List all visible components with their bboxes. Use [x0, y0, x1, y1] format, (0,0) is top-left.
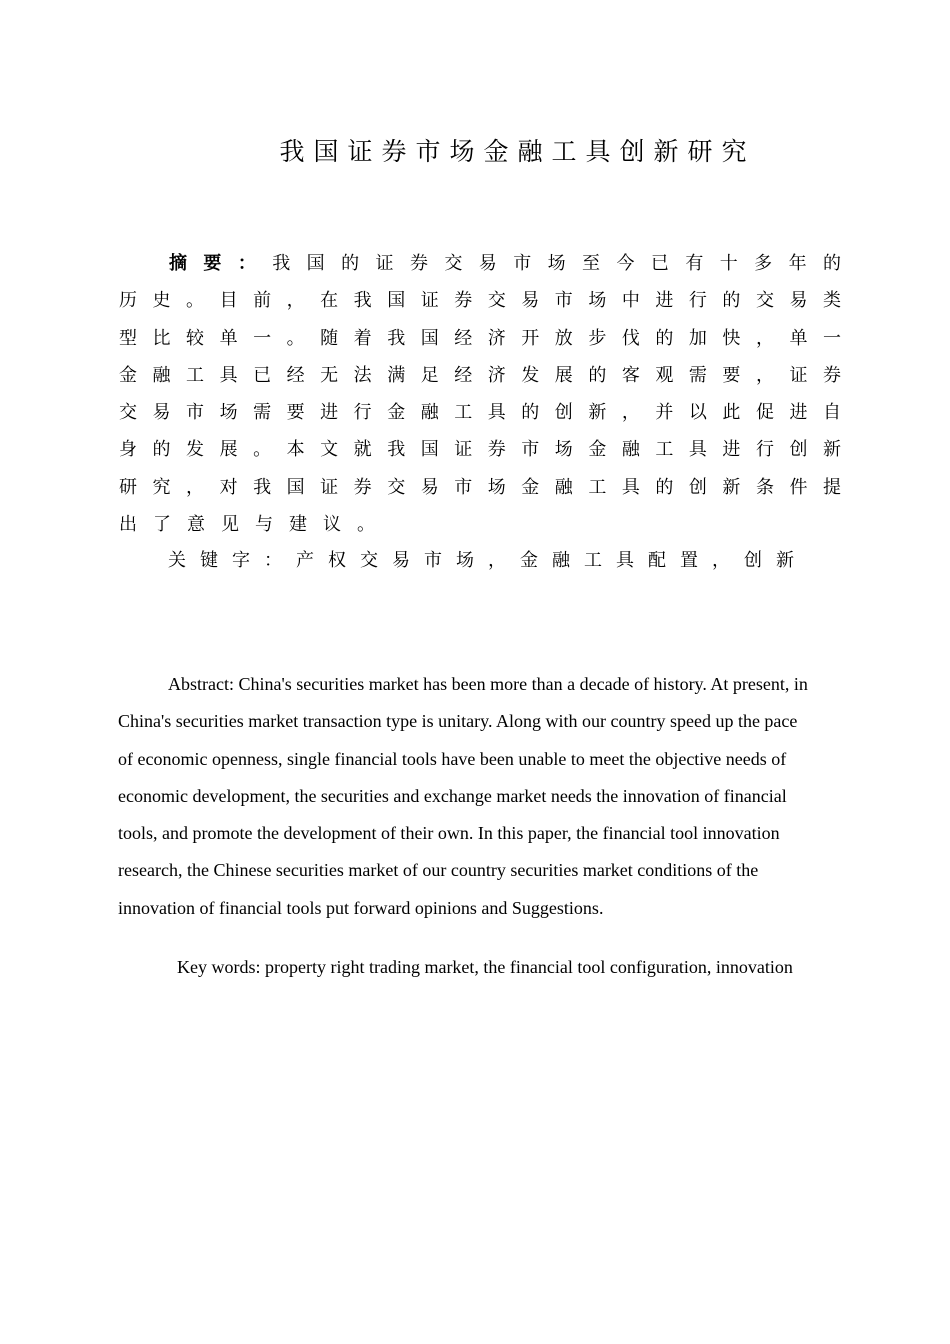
chinese-keywords: 关键字：产权交易市场，金融工具配置，创新 — [168, 550, 808, 571]
chinese-abstract-line: 交易市场需要进行金融工具的创新，并以此促进自 — [119, 402, 841, 424]
english-abstract-line: of economic openness, single financial tools have been unable to meet the objective needs of — [118, 748, 787, 769]
chinese-abstract-line: 型比较单一。随着我国经济开放步伐的加快，单一 — [119, 327, 841, 349]
english-abstract-line: research, the Chinese securities market of our country securities market conditions of the — [118, 860, 759, 881]
chinese-abstract — [119, 245, 841, 543]
chinese-abstract-line: 金融工具已经无法满足经济发展的客观需要，证券 — [119, 364, 841, 386]
document-title: 我国证券市场金融工具创新研究 — [279, 137, 756, 166]
english-abstract — [118, 666, 853, 927]
english-abstract-line: China's securities market transaction type is unitary. Along with our country speed up the pace — [118, 711, 798, 732]
english-abstract-line: innovation of financial tools put forward opinions and Suggestions. — [118, 897, 604, 918]
chinese-abstract-line — [119, 245, 841, 282]
chinese-abstract-line: 出了意见与建议。 — [119, 514, 391, 536]
english-abstract-line: tools, and promote the development of their own. In this paper, the financial tool innovation — [118, 823, 780, 844]
chinese-abstract-label: 摘要： — [169, 253, 273, 274]
chinese-abstract-text: 我国的证券交易市场至今已有十多年的 — [272, 253, 842, 274]
english-keywords: Key words: property right trading market, the financial tool configuration, innovation — [177, 957, 793, 977]
chinese-abstract-line: 身的发展。本文就我国证券市场金融工具进行创新 — [119, 439, 841, 461]
english-abstract-line: Abstract: China's securities market has been more than a decade of history. At present, in — [168, 674, 808, 694]
chinese-abstract-line: 历史。目前，在我国证券交易市场中进行的交易类 — [119, 290, 841, 312]
chinese-abstract-line: 研究，对我国证券交易市场金融工具的创新条件提 — [119, 476, 841, 498]
english-abstract-line: economic development, the securities and exchange market needs the innovation of financial — [118, 785, 787, 806]
